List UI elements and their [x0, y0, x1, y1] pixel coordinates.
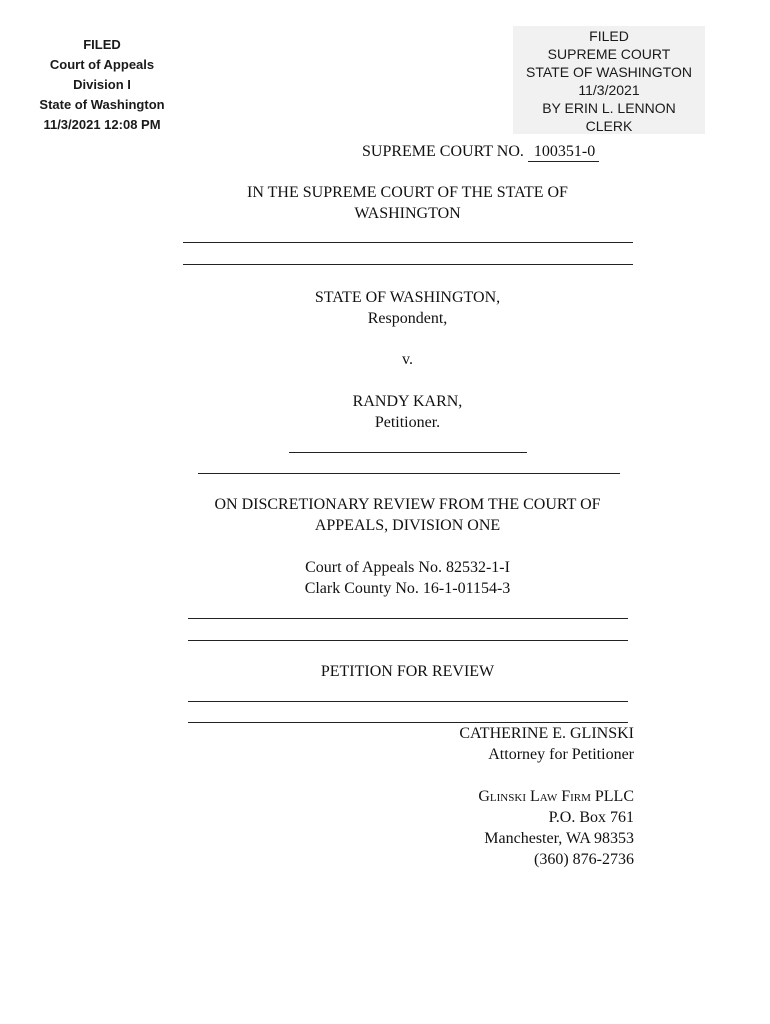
- attorney-name: CATHERINE E. GLINSKI: [459, 725, 634, 742]
- defendant-name: RANDY KARN,: [352, 393, 463, 410]
- attorney-role: Attorney for Petitioner: [488, 746, 634, 763]
- review-heading-line-1: ON DISCRETIONARY REVIEW FROM THE COURT OF: [214, 496, 601, 513]
- versus: v.: [402, 351, 413, 368]
- review-heading-line-2: APPEALS, DIVISION ONE: [314, 517, 501, 534]
- supreme-court-filing-stamp: [513, 26, 705, 134]
- stamp-line: CLERK: [585, 118, 633, 134]
- document-title: PETITION FOR REVIEW: [320, 663, 495, 680]
- divider-rule: [183, 264, 633, 265]
- supreme-court-number: 100351-0: [528, 143, 599, 162]
- stamp-line: SUPREME COURT: [547, 46, 671, 62]
- firm-city: Manchester, WA 98353: [484, 830, 634, 847]
- firm-po-box: P.O. Box 761: [548, 809, 634, 826]
- supreme-court-label: SUPREME COURT NO.: [362, 143, 524, 160]
- stamp-line: Division I: [73, 77, 131, 92]
- divider-rule: [188, 640, 628, 641]
- stamp-line: FILED: [589, 28, 629, 44]
- stamp-line: 11/3/2021: [578, 82, 640, 98]
- court-caption-line-2: WASHINGTON: [354, 205, 461, 222]
- court-caption-line-1: IN THE SUPREME COURT OF THE STATE OF: [247, 184, 568, 201]
- stamp-line: 11/3/2021 12:08 PM: [43, 117, 161, 132]
- stamp-line: Court of Appeals: [49, 57, 155, 72]
- firm-phone: (360) 876-2736: [534, 851, 634, 868]
- stamp-line: FILED: [83, 37, 121, 52]
- stamp-line: State of Washington: [39, 97, 165, 112]
- supreme-court-number-line: [362, 141, 599, 162]
- divider-rule: [289, 452, 527, 453]
- plaintiff-name: STATE OF WASHINGTON,: [314, 289, 501, 306]
- divider-rule: [188, 618, 628, 619]
- county-case-number: Clark County No. 16-1-01154-3: [304, 580, 511, 597]
- court-of-appeals-number: Court of Appeals No. 82532-1-I: [305, 559, 510, 576]
- stamp-line: STATE OF WASHINGTON: [526, 64, 692, 80]
- court-of-appeals-filing-stamp: [22, 35, 182, 135]
- divider-rule: [183, 242, 633, 243]
- divider-rule: [188, 701, 628, 702]
- stamp-line: BY ERIN L. LENNON: [542, 100, 676, 116]
- defendant-role: Petitioner.: [374, 414, 441, 431]
- law-firm-name: Glinski Law Firm PLLC: [478, 788, 634, 805]
- divider-rule: [198, 473, 620, 474]
- plaintiff-role: Respondent,: [367, 310, 448, 327]
